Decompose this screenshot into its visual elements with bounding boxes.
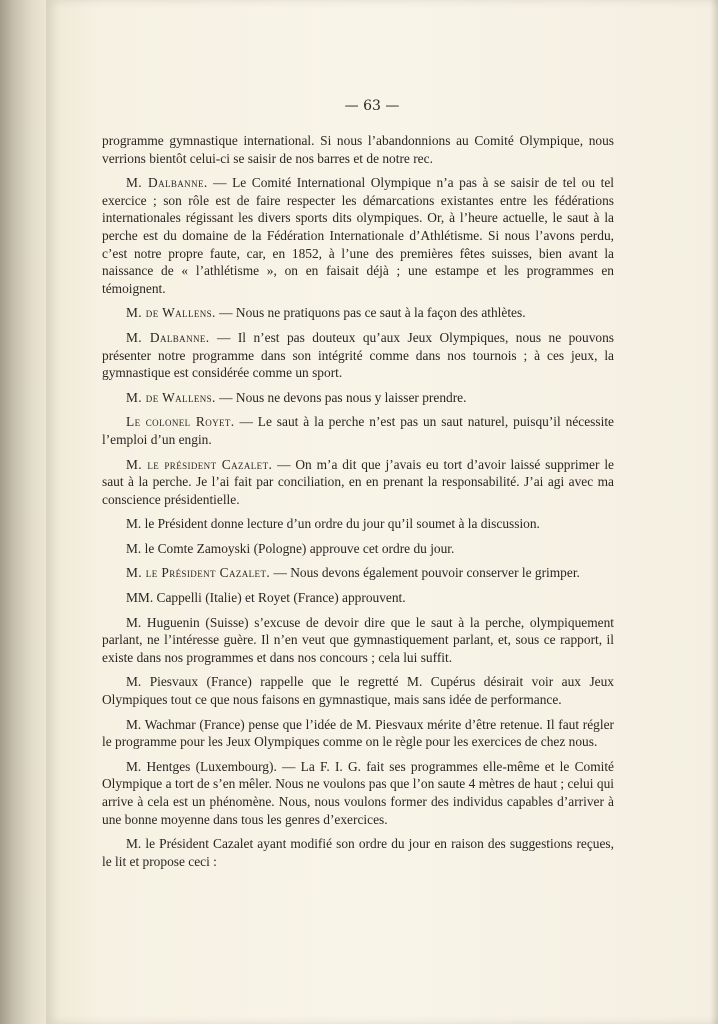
paragraph-text: M. Piesvaux (France) rappelle que le regretté M. Cupérus désirait voir aux Jeux Olympiques tout ce que nous faisons en gymnastique, mais sans idée de performance. [102, 674, 614, 708]
paragraph-text: programme gymnastique international. Si nous l’abandonnions au Comité Olympique, nous verrions bientôt celui-ci se saisir de nos barres et de notre rec. [102, 133, 614, 166]
speaker-name: M. de Wallens. [126, 389, 216, 405]
paragraph-text: M. Hentges (Luxembourg). — La F. I. G. fait ses programmes elle-même et le Comité Olympique a tort de s’en mêler. Nous ne voulons pas que l’on saute 4 mètres de haut ; celui qui arrive à cela est un phénomène. Nous, nous voulons former des individus capables d’arriver à une bonne moyenne dans tous les genres d’exercices. [102, 758, 614, 827]
paragraph-text: — On m’a dit que j’avais eu tort d’avoir laissé supprimer le saut à la perche. Je l’ai fait par conciliation, en en prenant la responsabilité. J’ai agi avec ma conscience présidentielle. [102, 456, 614, 507]
paragraph-text: — Le saut à la perche n’est pas un saut naturel, puisqu’il nécessite l’emploi d’un engin. [102, 414, 614, 447]
paragraph-text: — Le Comité International Olympique n’a pas à se saisir de tel ou tel exercice ; son rôle est de faire respecter les démarcations existantes entre les fédérations internationales régissant les divers sports dits olympiques. Or, à l’heure actuelle, le saut à la perche est du domaine de la Fédération Internationale d’Athlétisme. Si nous l’avons perdu, c’est notre propre faute, car, en 1852, à l’une des premières fêtes suisses, bien avant la naissance de « l’athlétisme », on en faisait déjà ; une estampe et les programmes en témoignent. [102, 175, 614, 296]
speaker-name: M. Dalbanne. [126, 329, 210, 345]
paragraph-text: — Nous devons également pouvoir conserver le grimper. [273, 565, 580, 581]
page-edge [710, 0, 718, 1024]
paragraph [102, 132, 614, 167]
paragraph [102, 564, 614, 582]
paragraph [102, 329, 614, 382]
paragraph-text: M. le Comte Zamoyski (Pologne) approuve cet ordre du jour. [126, 540, 455, 556]
paragraph [102, 389, 614, 407]
speaker-name: M. de Wallens. [126, 305, 216, 321]
paragraph-text: M. le Président donne lecture d’un ordre du jour qu’il soumet à la discussion. [126, 516, 540, 532]
speaker-name: Le colonel Royet. [126, 414, 235, 430]
speaker-name: M. le Président Cazalet. [126, 565, 271, 581]
paragraph-text: — Il n’est pas douteux qu’aux Jeux Olympiques, nous ne pouvons présenter notre programme dans son intégrité comme dans nos tournois ; à ces jeux, la gymnastique est considérée comme un sport. [102, 329, 614, 381]
paragraph [102, 413, 614, 448]
paragraph [102, 614, 614, 667]
paragraph [102, 673, 614, 708]
paragraph-text: M. Wachmar (France) pense que l’idée de M. Piesvaux mérite d’être retenue. Il faut régler le programme pour les Jeux Olympiques comme on le règle pour les exercices de chez nous. [102, 716, 614, 750]
page-number: — 63 — [344, 98, 400, 114]
paragraph [102, 174, 614, 297]
paragraph-text: M. Huguenin (Suisse) s’excuse de devoir dire que le saut à la perche, olympiquement parlant, ne l’intéresse guère. Il n’en veut que gymnastiquement parlant, et, sous ce rapport, il existe dans nos programmes et dans nos concours ; cela lui suffit. [102, 614, 614, 665]
body-text [102, 132, 614, 877]
paragraph-text: — Nous ne pratiquons pas ce saut à la façon des athlètes. [219, 305, 526, 321]
paragraph-text: MM. Cappelli (Italie) et Royet (France) approuvent. [126, 590, 406, 606]
paragraph [102, 716, 614, 751]
speaker-name: M. Dalbanne. [126, 175, 208, 191]
paragraph [102, 540, 614, 558]
paragraph-text: — Nous ne devons pas nous y laisser prendre. [219, 389, 467, 405]
paragraph [102, 304, 614, 322]
paragraph [102, 758, 614, 828]
paragraph-text: M. le Président Cazalet ayant modifié son ordre du jour en raison des suggestions reçues, le lit et propose ceci : [102, 836, 614, 869]
paragraph [102, 589, 614, 607]
paragraph [102, 835, 614, 870]
speaker-name: M. le président Cazalet. [126, 456, 273, 472]
book-spine [0, 0, 46, 1024]
paragraph [102, 515, 614, 533]
paragraph [102, 456, 614, 509]
